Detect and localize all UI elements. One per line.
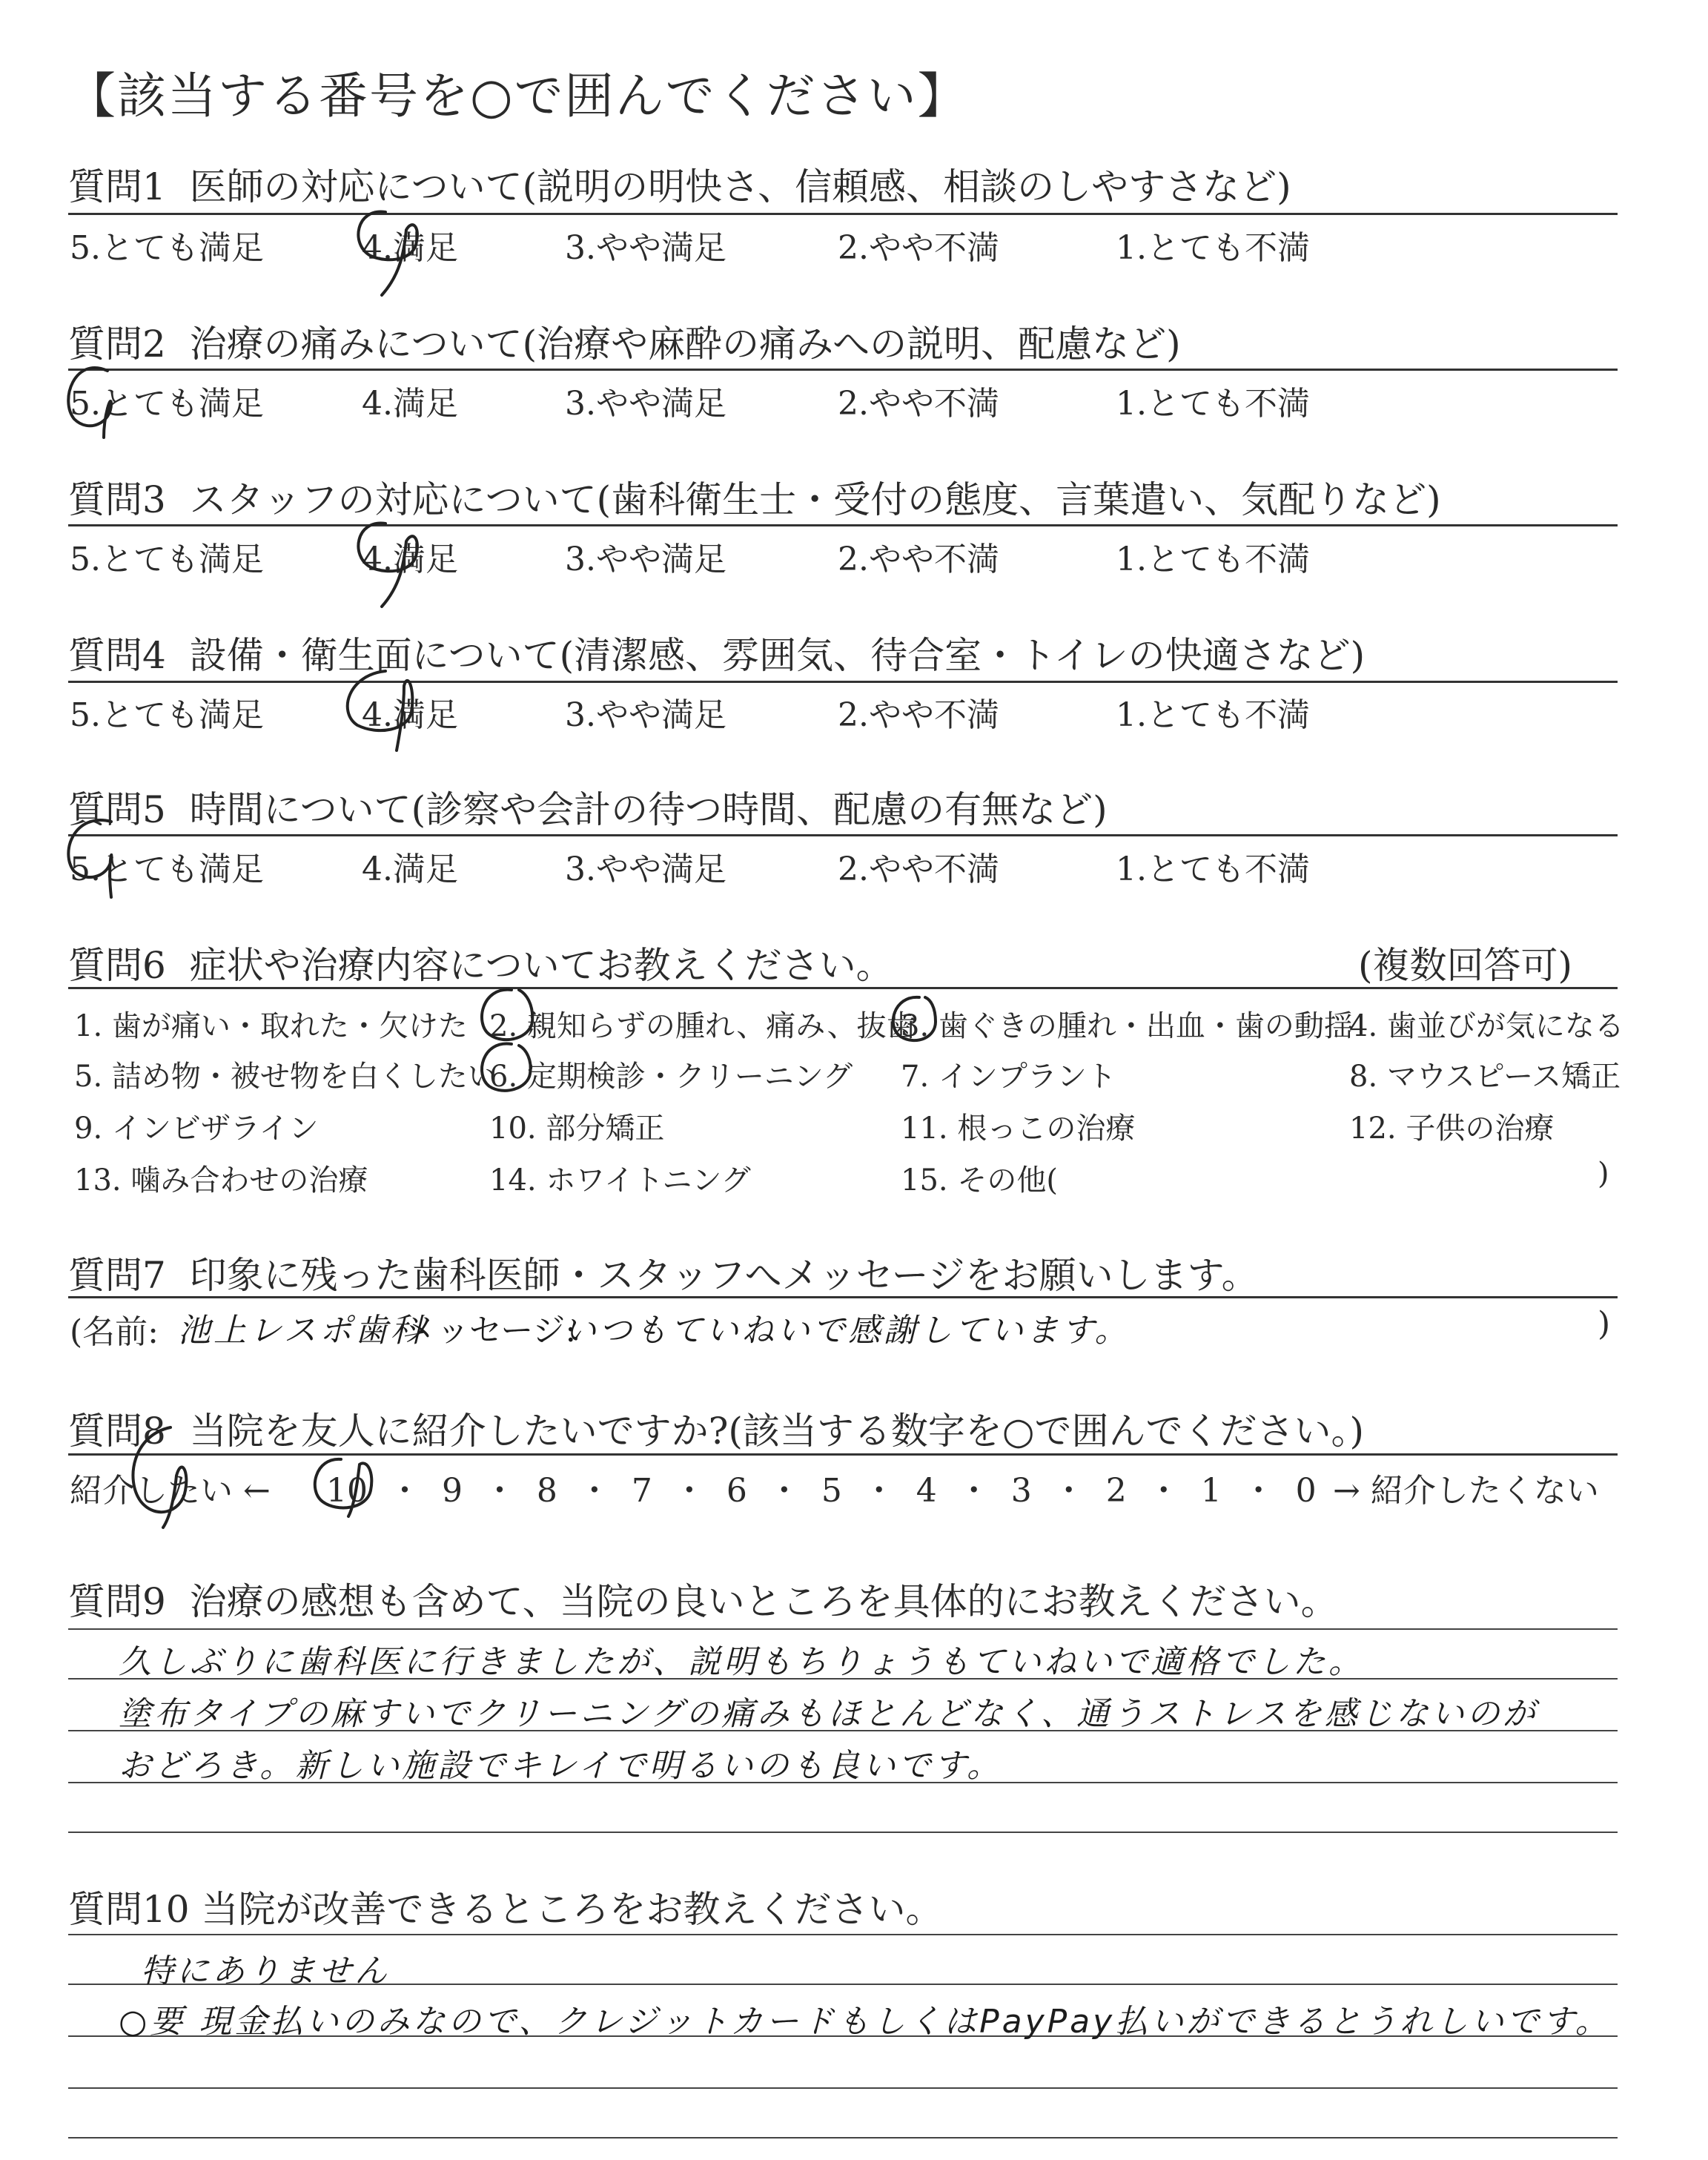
q6-option-8[interactable]: 8. マウスピース矯正 bbox=[1349, 1060, 1621, 1094]
page-title: 【該当する番号を○で囲んでください】 bbox=[67, 67, 968, 125]
q6-option-7[interactable]: 7. インプラント bbox=[901, 1060, 1116, 1094]
question-2 bbox=[68, 314, 1181, 368]
q1-option-2[interactable]: 2.やや不満 bbox=[838, 229, 999, 267]
q6-option-9[interactable]: 9. インビザライン bbox=[74, 1112, 319, 1146]
q6-option-1[interactable]: 1. 歯が痛い・取れた・欠けた bbox=[74, 1009, 468, 1043]
q5-option-1[interactable]: 1.とても不満 bbox=[1116, 851, 1310, 888]
question-label: 質問8 bbox=[68, 1410, 166, 1453]
question-label: 質問6 bbox=[68, 944, 166, 987]
question-10 bbox=[68, 1880, 943, 1933]
divider bbox=[68, 524, 1618, 526]
q5-option-5[interactable]: 5.とても満足 bbox=[70, 851, 264, 888]
divider bbox=[68, 1296, 1618, 1298]
q9-answer-line-1[interactable]: 久しぶりに歯科医に行きましたが、説明もちりょうもていねいで適格でした。 bbox=[119, 1643, 1364, 1681]
q6-option-14[interactable]: 14. ホワイトニング bbox=[489, 1163, 751, 1198]
q6-option-13[interactable]: 13. 噛み合わせの治療 bbox=[74, 1163, 368, 1198]
name-label: (名前: bbox=[70, 1313, 159, 1351]
divider bbox=[68, 369, 1618, 371]
answer-line bbox=[68, 2087, 1618, 2089]
q3-option-5[interactable]: 5.とても満足 bbox=[70, 541, 264, 578]
question-4 bbox=[68, 626, 1365, 679]
q5-option-3[interactable]: 3.やや満足 bbox=[565, 851, 726, 888]
q4-option-2[interactable]: 2.やや不満 bbox=[838, 696, 999, 734]
q6-option-2[interactable]: 2. 親知らずの腫れ、痛み、抜歯 bbox=[489, 1009, 916, 1043]
question-label: 質問1 bbox=[68, 165, 166, 208]
question-label: 質問9 bbox=[68, 1580, 166, 1623]
q6-option-15[interactable]: 15. その他( bbox=[901, 1163, 1058, 1198]
q3-option-1[interactable]: 1.とても不満 bbox=[1116, 541, 1310, 578]
close-paren: ) bbox=[1598, 1305, 1611, 1343]
question-8 bbox=[68, 1401, 1364, 1455]
question-label: 質問4 bbox=[68, 634, 166, 677]
answer-line bbox=[68, 2137, 1618, 2138]
multiple-answer-note: (複数回答可) bbox=[1358, 944, 1573, 987]
question-text: 症状や治療内容についてお教えください。 bbox=[189, 944, 893, 987]
question-label: 質問7 bbox=[68, 1254, 166, 1297]
question-label: 質問3 bbox=[68, 478, 166, 521]
question-text: 設備・衛生面について(清潔感、雰囲気、待合室・トイレの快適さなど) bbox=[189, 634, 1366, 677]
answer-line bbox=[68, 1934, 1618, 1935]
question-7 bbox=[68, 1246, 1259, 1299]
q2-option-4[interactable]: 4.満足 bbox=[362, 385, 458, 423]
q2-option-5[interactable]: 5.とても満足 bbox=[70, 385, 264, 423]
question-6 bbox=[68, 936, 893, 989]
q5-option-4[interactable]: 4.満足 bbox=[362, 851, 458, 888]
question-label: 質問5 bbox=[68, 788, 166, 831]
q2-option-3[interactable]: 3.やや満足 bbox=[565, 385, 726, 423]
answer-line bbox=[68, 1628, 1618, 1630]
q6-option-10[interactable]: 10. 部分矯正 bbox=[489, 1112, 665, 1146]
divider bbox=[68, 834, 1618, 836]
question-9 bbox=[68, 1572, 1338, 1625]
question-text: 印象に残った歯科医師・スタッフへメッセージをお願いします。 bbox=[189, 1254, 1259, 1297]
q2-option-1[interactable]: 1.とても不満 bbox=[1116, 385, 1310, 423]
question-5 bbox=[68, 780, 1108, 833]
name-value[interactable]: 池上レスポ歯科 bbox=[178, 1312, 426, 1350]
q4-option-1[interactable]: 1.とても不満 bbox=[1116, 696, 1310, 734]
question-text: 治療の痛みについて(治療や麻酔の痛みへの説明、配慮など) bbox=[189, 323, 1181, 366]
q6-option-6[interactable]: 6. 定期検診・クリーニング bbox=[489, 1060, 853, 1094]
q6-option-5[interactable]: 5. 詰め物・被せ物を白くしたい bbox=[74, 1060, 497, 1094]
question-text: 当院が改善できるところをお教えください。 bbox=[201, 1888, 943, 1931]
q4-option-3[interactable]: 3.やや満足 bbox=[565, 696, 726, 734]
q6-option-12[interactable]: 12. 子供の治療 bbox=[1349, 1112, 1555, 1146]
recommend-scale[interactable]: 10 ・ 9 ・ 8 ・ 7 ・ 6 ・ 5 ・ 4 ・ 3 ・ 2 ・ 1 ・ 0 bbox=[326, 1472, 1317, 1510]
question-text: 治療の感想も含めて、当院の良いところを具体的にお教えください。 bbox=[189, 1580, 1338, 1623]
q1-option-3[interactable]: 3.やや満足 bbox=[565, 229, 726, 267]
q3-option-4[interactable]: 4.満足 bbox=[362, 541, 458, 578]
question-text: 医師の対応について(説明の明快さ、信頼感、相談のしやすさなど) bbox=[189, 165, 1291, 208]
q10-answer-line-1[interactable]: 特にありません bbox=[141, 1952, 390, 1990]
divider bbox=[68, 213, 1618, 215]
q10-answer-line-2[interactable]: ○要 現金払いのみなので、クレジットカードもしくはPayPay払いができるとうれしいです。 bbox=[119, 2003, 1611, 2041]
q6-option-3[interactable]: 3. 歯ぐきの腫れ・出血・歯の動揺 bbox=[901, 1009, 1354, 1043]
divider bbox=[68, 1453, 1618, 1456]
question-text: 時間について(診察や会計の待つ時間、配慮の有無など) bbox=[189, 788, 1108, 831]
question-label: 質問10 bbox=[68, 1888, 190, 1931]
message-label: メッセージ: bbox=[404, 1312, 577, 1350]
q6-option-4[interactable]: 4. 歯並びが気になる bbox=[1349, 1009, 1624, 1043]
q2-option-2[interactable]: 2.やや不満 bbox=[838, 385, 999, 423]
q1-option-4[interactable]: 4.満足 bbox=[362, 229, 458, 267]
answer-line bbox=[68, 1832, 1618, 1833]
q4-option-4[interactable]: 4.満足 bbox=[362, 696, 458, 734]
question-1 bbox=[68, 157, 1291, 211]
q9-answer-line-3[interactable]: おどろき。新しい施設でキレイで明るいのも良いです。 bbox=[119, 1747, 1003, 1785]
message-value[interactable]: いつもていねいで感謝しています。 bbox=[563, 1312, 1131, 1350]
close-paren: ) bbox=[1598, 1157, 1609, 1191]
recommend-low-label: 紹介したい ← bbox=[70, 1472, 271, 1510]
question-label: 質問2 bbox=[68, 323, 166, 366]
q3-option-3[interactable]: 3.やや満足 bbox=[565, 541, 726, 578]
question-text: スタッフの対応について(歯科衛生士・受付の態度、言葉遣い、気配りなど) bbox=[189, 478, 1441, 521]
q4-option-5[interactable]: 5.とても満足 bbox=[70, 696, 264, 734]
q5-option-2[interactable]: 2.やや不満 bbox=[838, 851, 999, 888]
q1-option-5[interactable]: 5.とても満足 bbox=[70, 229, 264, 267]
q3-option-2[interactable]: 2.やや不満 bbox=[838, 541, 999, 578]
q6-option-11[interactable]: 11. 根っこの治療 bbox=[901, 1112, 1136, 1146]
q9-answer-line-2[interactable]: 塗布タイプの麻すいでクリーニングの痛みもほとんどなく、通うストレスを感じないのが bbox=[119, 1695, 1538, 1733]
divider bbox=[68, 681, 1618, 683]
divider bbox=[68, 987, 1618, 989]
question-3 bbox=[68, 470, 1441, 524]
recommend-high-label: → 紹介したくない bbox=[1333, 1472, 1599, 1510]
question-text: 当院を友人に紹介したいですか?(該当する数字を○で囲んでください。) bbox=[189, 1410, 1365, 1453]
q1-option-1[interactable]: 1.とても不満 bbox=[1116, 229, 1310, 267]
